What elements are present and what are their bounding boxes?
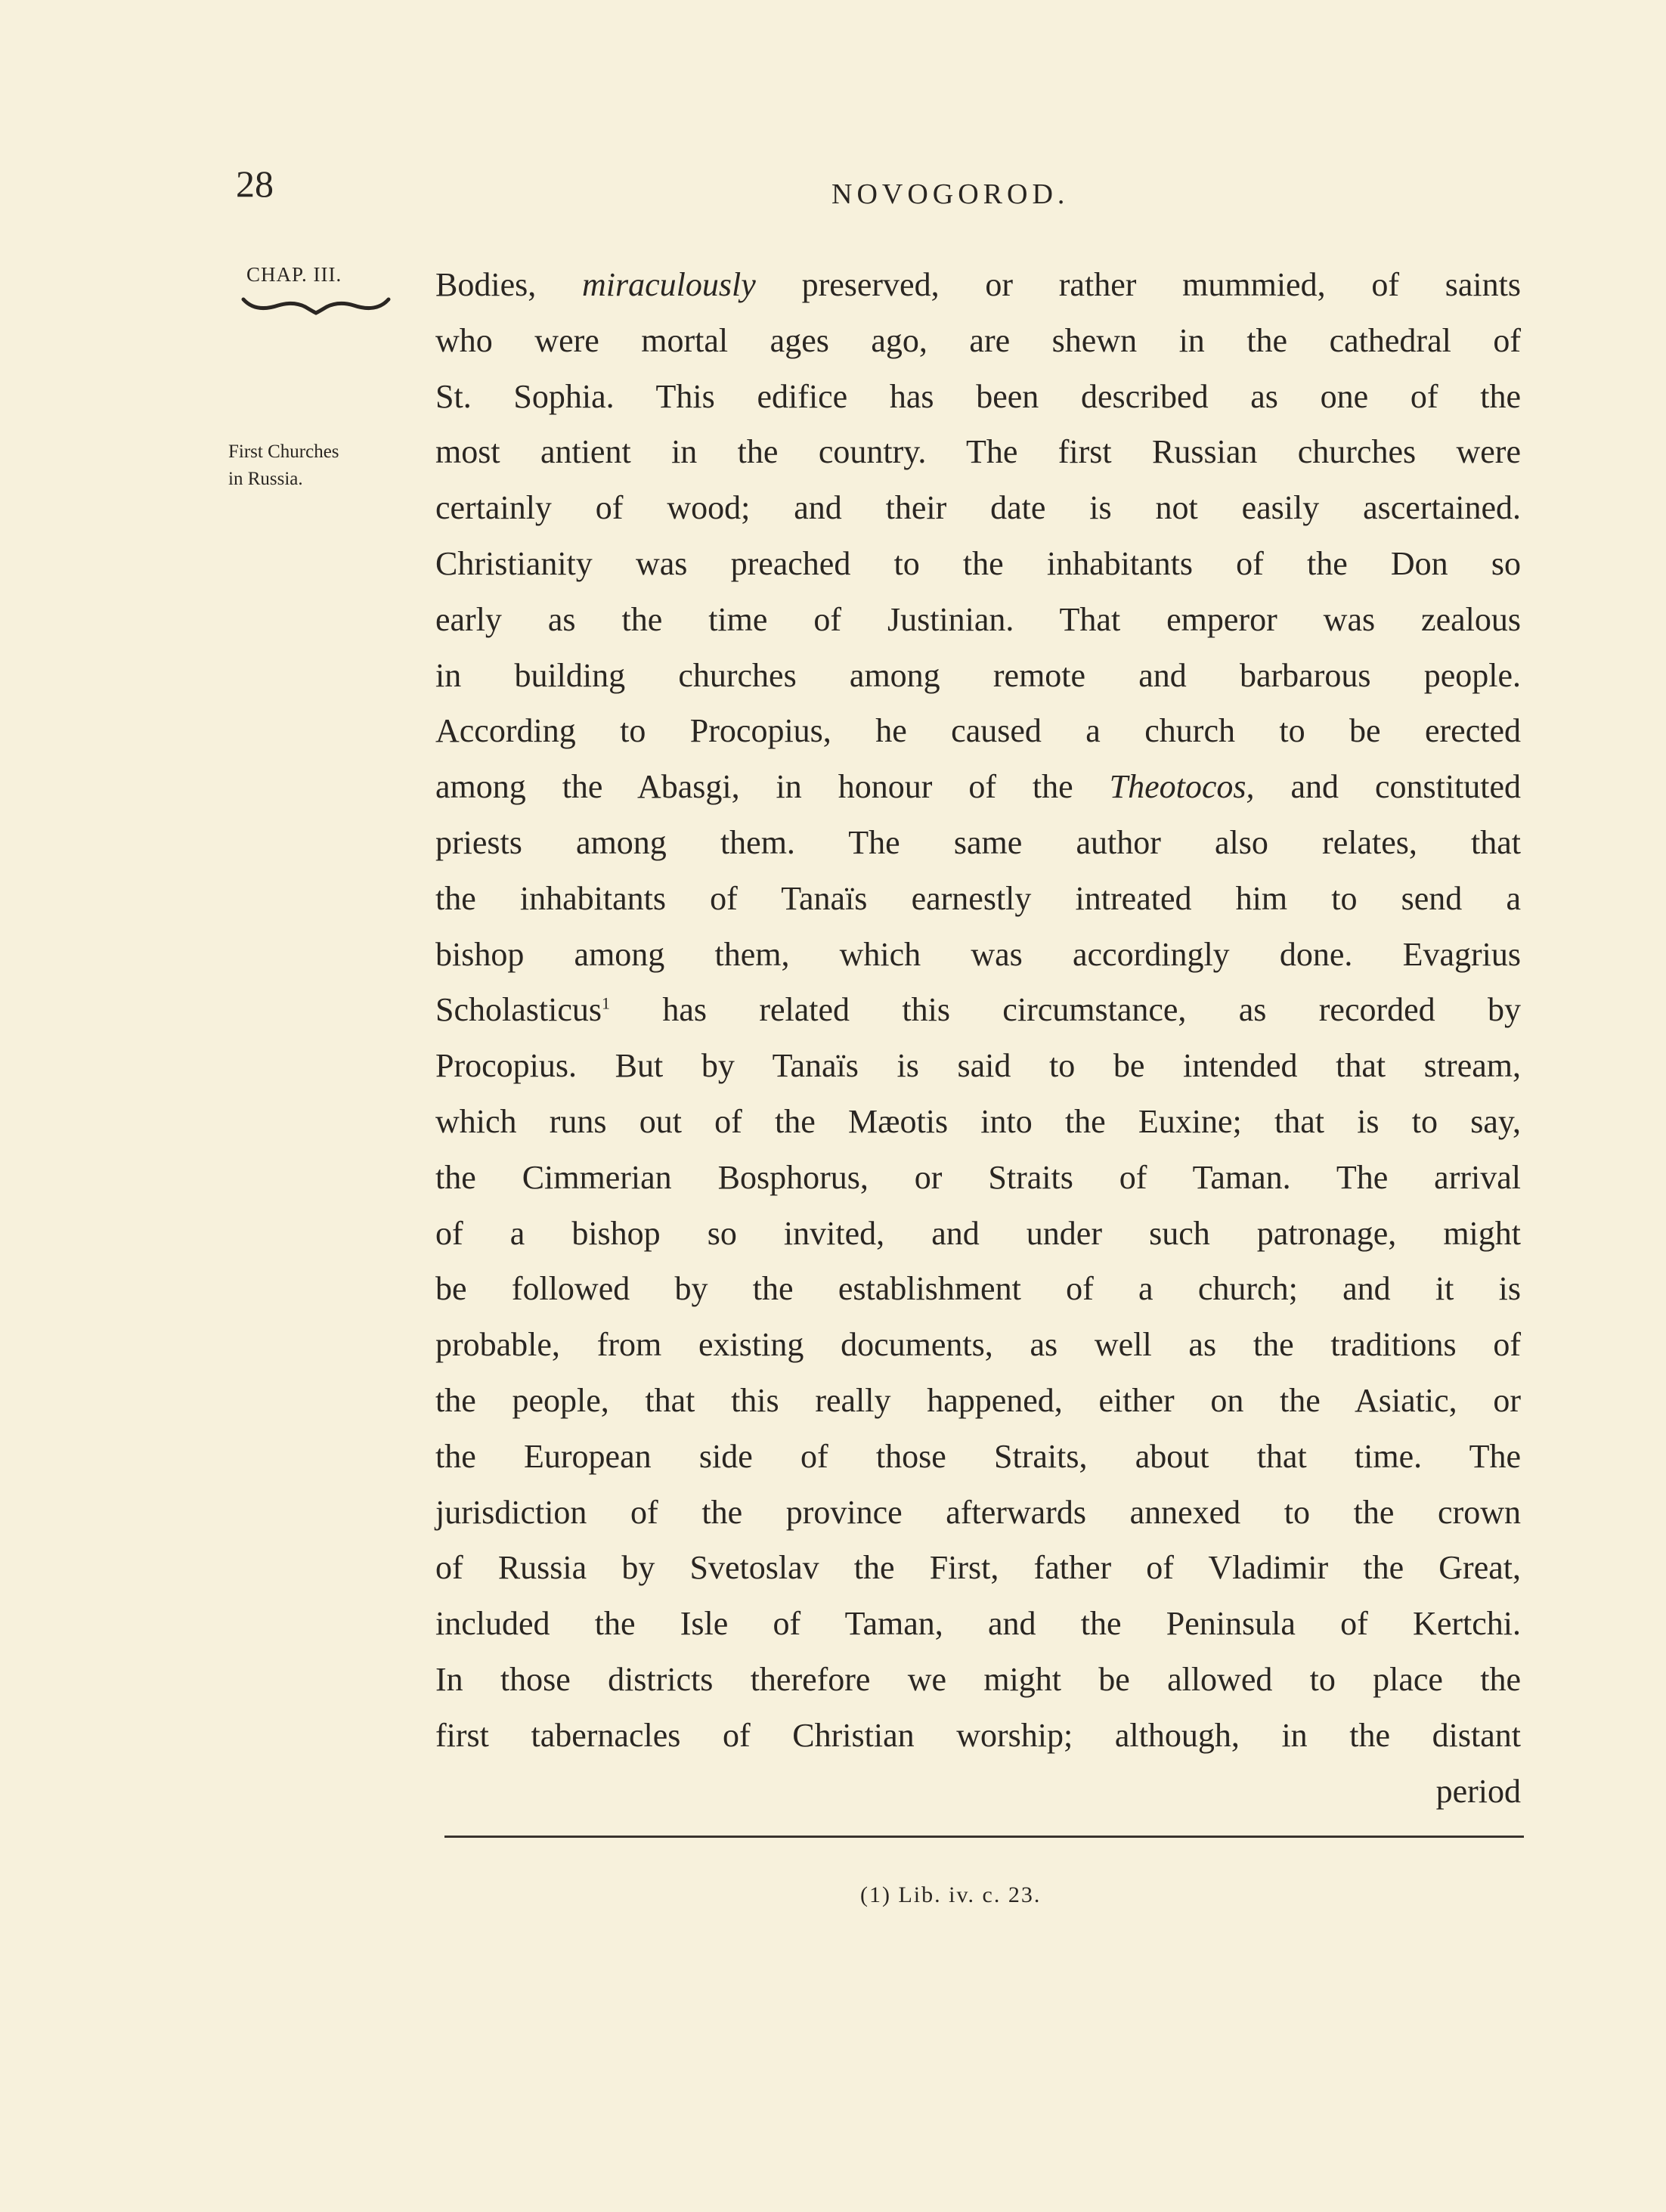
side-note [228, 438, 410, 493]
text-line-2: who were mortal ages ago, are shewn in the cathedral of [435, 321, 1521, 359]
chapter-label: CHAP. III. [246, 263, 342, 286]
side-note-line-1: First Churches [228, 441, 339, 462]
text-line-27: first tabernacles of Christian worship; although, in the distant [435, 1716, 1521, 1754]
text-line-1-start: Bodies, [435, 266, 537, 303]
text-line-12: the inhabitants of Tanaïs earnestly intreated him to send a [435, 879, 1521, 917]
italic-miraculously: miraculously [582, 266, 756, 303]
running-head: NOVOGOROD. [831, 178, 1070, 210]
footnote-mark: 1 [601, 993, 610, 1013]
page-number: 28 [236, 163, 274, 205]
text-line-14 [435, 982, 1521, 1038]
text-line-15: Procopius. But by Tanaïs is said to be intended that stream, [435, 1047, 1521, 1085]
text-line-4: most antient in the country. The first Russian churches were [435, 433, 1521, 471]
footnote-divider [444, 1836, 1524, 1838]
text-line-13: bishop among them, which was accordingly done. Evagrius [435, 935, 1521, 973]
text-line-20: probable, from existing documents, as well as the traditions of [435, 1326, 1521, 1364]
text-line-14-start: Scholasticus [435, 991, 602, 1029]
text-line-5: certainly of wood; and their date is not easily ascertained. [435, 489, 1521, 527]
text-line-18: of a bishop so invited, and under such patronage, might [435, 1214, 1521, 1252]
text-line-8: in building churches among remote and barbarous people. [435, 656, 1521, 694]
text-line-10 [435, 759, 1521, 815]
chapter-ornament-icon [240, 293, 392, 316]
text-line-14-end: has related this circumstance, as recorded by [662, 991, 1522, 1029]
text-line-16: which runs out of the Mæotis into the Euxine; that is to say, [435, 1102, 1521, 1140]
text-line-10-start: among the Abasgi, in honour of the [435, 768, 1073, 806]
catchword: period [1435, 1772, 1521, 1810]
text-line-10-end: and constituted [1290, 768, 1522, 806]
text-line-26: In those districts therefore we might be allowed to place the [435, 1660, 1521, 1698]
text-line-19: be followed by the establishment of a church; and it is [435, 1270, 1521, 1308]
text-line-7: early as the time of Justinian. That emperor was zealous [435, 600, 1521, 638]
text-line-3: St. Sophia. This edifice has been described as one of the [435, 377, 1521, 415]
text-line-24: of Russia by Svetoslav the First, father of Vladimir the Great, [435, 1549, 1521, 1587]
text-line-22: the European side of those Straits, about that time. The [435, 1437, 1521, 1475]
italic-theotocos: Theotocos, [1109, 768, 1255, 806]
side-note-line-2: in Russia. [228, 469, 303, 489]
text-line-1-rest: preserved, or rather mummied, of saints [801, 266, 1522, 303]
text-line-17: the Cimmerian Bosphorus, or Straits of Taman. The arrival [435, 1158, 1521, 1196]
footnote: (1) Lib. iv. c. 23. [860, 1882, 1042, 1907]
text-line-6: Christianity was preached to the inhabitants of the Don so [435, 544, 1521, 582]
text-line-1 [435, 257, 1521, 313]
body-text [435, 257, 1521, 1819]
text-line-23: jurisdiction of the province afterwards annexed to the crown [435, 1493, 1521, 1531]
text-line-21: the people, that this really happened, either on the Asiatic, or [435, 1381, 1521, 1419]
text-line-25: included the Isle of Taman, and the Peninsula of Kertchi. [435, 1605, 1521, 1643]
text-line-11: priests among them. The same author also relates, that [435, 823, 1521, 861]
text-line-9: According to Procopius, he caused a church to be erected [435, 712, 1521, 750]
